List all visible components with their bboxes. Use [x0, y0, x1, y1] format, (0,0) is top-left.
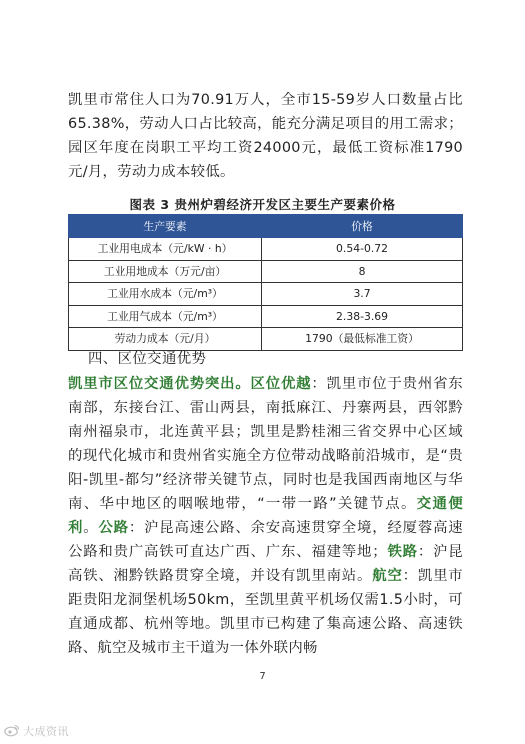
price-cell: 0.54-0.72: [262, 238, 463, 261]
highlight-transport: 交通便利: [68, 496, 464, 536]
factor-cell: 工业用电成本（元/kW · h）: [69, 238, 262, 261]
text-segment: ：沪昆高铁、湘黔铁路贯穿全境，并设有凯里南站。: [68, 544, 463, 584]
text-segment: 元，最低工资标准: [300, 140, 426, 156]
table-row: [69, 238, 463, 261]
page-number: 7: [259, 671, 266, 682]
text-segment: 1790: [425, 140, 463, 156]
highlight-lead: 凯里市区位交通优势突出。区位优越: [68, 376, 312, 392]
price-cell: 3.7: [262, 283, 463, 306]
text-segment: 元/月，劳动力成本较低。: [68, 164, 235, 180]
table-row: [69, 260, 463, 283]
text-segment: ，劳动人口占比较高，能充分满足项目的用工需求；园区年度在岗职工平均工资: [68, 116, 463, 156]
factor-cell: 工业用水成本（元/m³）: [69, 283, 262, 306]
production-factor-price-table: [68, 214, 463, 351]
column-header-factor: 生产要素: [69, 215, 262, 238]
table-row: [69, 283, 463, 306]
text-segment: ：凯里市位于贵州省东南部，东接台江、雷山两县，南抵麻江、丹寨两县，西邻黔南州福泉市，北连黄平县；凯里是黔桂湘三省交界中心区域的现代化城市和贵州省实施全方位带动战略前沿城市，是“贵阳-凯里-都匀”经济带关键节点，同时也是我国西南地区与华南、华中地区的咽喉地带，“一带一路”关键节点。: [68, 376, 463, 512]
text-segment: 万人，全市: [234, 92, 312, 108]
section-heading: 四、区位交通优势: [88, 351, 207, 367]
watermark: [4, 722, 69, 740]
text-segment: 15-59: [311, 92, 356, 108]
text-segment: 。: [83, 520, 99, 536]
text-segment: ：凯里市距贵阳龙洞堡机场: [68, 568, 463, 608]
population-paragraph: [68, 88, 463, 184]
highlight-aviation: 航空: [372, 568, 403, 584]
factor-cell: 劳动力成本（元/月）: [69, 328, 262, 351]
text-segment: 小时，可直通成都、杭州等地。凯里市已构建了集高速公路、高速铁路、航空及城市主干道为一体外联内畅: [68, 592, 463, 656]
highlight-railway: 铁路: [386, 544, 418, 560]
factor-cell: 工业用气成本（元/m³）: [69, 305, 262, 328]
table-row: [69, 305, 463, 328]
weibo-icon: [4, 722, 20, 741]
location-transport-paragraph: [68, 372, 463, 660]
table-header-row: [69, 215, 463, 238]
text-segment: 24000: [253, 140, 301, 156]
text-segment: 凯里市常住人口为: [68, 92, 192, 108]
text-segment: 1.5: [379, 592, 404, 608]
column-header-price: 价格: [262, 215, 463, 238]
text-segment: 65.38%: [68, 116, 125, 132]
text-segment: 岁人口数量占比: [355, 92, 463, 108]
table-caption: 图表 3 贵州炉碧经济开发区主要生产要素价格: [129, 197, 396, 212]
highlight-highway: 公路: [98, 520, 129, 536]
factor-cell: 工业用地成本（万元/亩）: [69, 260, 262, 283]
text-segment: ，至凯里黄平机场仅需: [229, 592, 380, 608]
price-cell: 8: [262, 260, 463, 283]
text-segment: 70.91: [191, 92, 234, 108]
price-cell: 1790（最低标准工资）: [262, 328, 463, 351]
text-segment: 50km: [187, 592, 230, 608]
price-cell: 2.38-3.69: [262, 305, 463, 328]
watermark-text: 大成资讯: [23, 725, 69, 738]
text-segment: ：沪昆高速公路、余安高速贯穿全境，经厦蓉高速公路和贵广高铁可直达广西、广东、福建等地；: [68, 520, 463, 560]
